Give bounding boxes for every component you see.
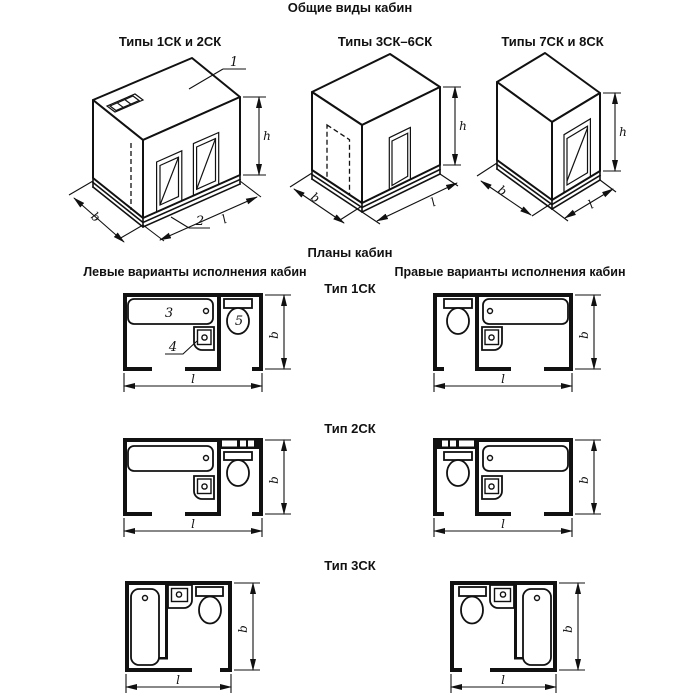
dimension-width <box>559 583 585 670</box>
dimension-height <box>443 87 467 165</box>
dimension-length <box>434 517 572 537</box>
dimension-length <box>124 372 262 392</box>
dimension-width <box>575 295 601 369</box>
plan-2sk-right <box>433 436 608 544</box>
plan-2sk-left <box>123 436 298 544</box>
dim-l-label: l <box>191 517 195 531</box>
dim-b-label: b <box>561 625 575 633</box>
dim-h-label: h <box>459 119 467 133</box>
plan-1sk-right <box>433 291 608 399</box>
dim-l-label: l <box>191 372 195 386</box>
dim-l-label: l <box>428 195 439 210</box>
dim-b-label: b <box>577 331 591 339</box>
dim-h-label: h <box>619 125 627 139</box>
dim-l-label: l <box>501 372 505 386</box>
plan-1sk-left <box>123 291 298 399</box>
title-general-views: Общие виды кабин <box>287 0 413 15</box>
dimension-length <box>124 517 262 537</box>
dimension-height <box>603 93 627 171</box>
dim-h-label: h <box>263 129 271 143</box>
plan-3sk-left <box>125 581 285 696</box>
title-plans: Планы кабин <box>307 245 393 260</box>
iso-view-types-1sk-2sk <box>60 50 275 250</box>
iso-label-3: Типы 7СК и 8СК <box>501 34 604 49</box>
dimension-length <box>126 673 231 693</box>
plan-type-label-2sk: Тип 2СК <box>324 421 376 436</box>
dim-b-label: b <box>236 625 250 633</box>
dimension-length <box>434 372 572 392</box>
header-left-variants: Левые варианты исполнения кабин <box>83 265 307 279</box>
dimension-width <box>234 583 260 670</box>
dimension-width <box>265 440 291 514</box>
dim-b-label: b <box>308 189 323 206</box>
dim-b-label: b <box>267 331 281 339</box>
callout-2-label: 2 <box>195 214 205 229</box>
callout-sink <box>165 340 197 355</box>
dimension-width <box>265 295 291 369</box>
iso-label-1: Типы 1СК и 2СК <box>118 34 222 49</box>
dim-l-label: l <box>585 197 597 212</box>
dim-b-label: b <box>267 476 281 484</box>
dimension-width <box>575 440 601 514</box>
dim-l-label: l <box>501 517 505 531</box>
callout-bath-label: 3 <box>164 306 174 321</box>
dim-l-label: l <box>219 212 229 227</box>
header-right-variants: Правые варианты исполнения кабин <box>394 265 626 279</box>
dim-b-label: b <box>88 209 104 225</box>
plan-type-label-3sk: Тип 3СК <box>324 558 376 573</box>
iso-view-types-3sk-6sk <box>285 48 480 233</box>
iso-view-types-7sk-8sk <box>475 48 645 228</box>
dimension-length <box>451 673 556 693</box>
plan-type-label-1sk: Тип 1СК <box>324 281 376 296</box>
dim-l-label: l <box>501 673 505 687</box>
callout-1-label: 1 <box>229 55 239 70</box>
dim-b-label: b <box>495 182 510 199</box>
dim-l-label: l <box>176 673 180 687</box>
plan-3sk-right <box>450 581 610 696</box>
callout-sink-label: 4 <box>168 340 178 355</box>
dimension-height <box>243 97 271 175</box>
dim-b-label: b <box>577 476 591 484</box>
iso-label-2: Типы 3СК–6СК <box>337 34 433 49</box>
callout-toilet-label: 5 <box>234 314 244 329</box>
